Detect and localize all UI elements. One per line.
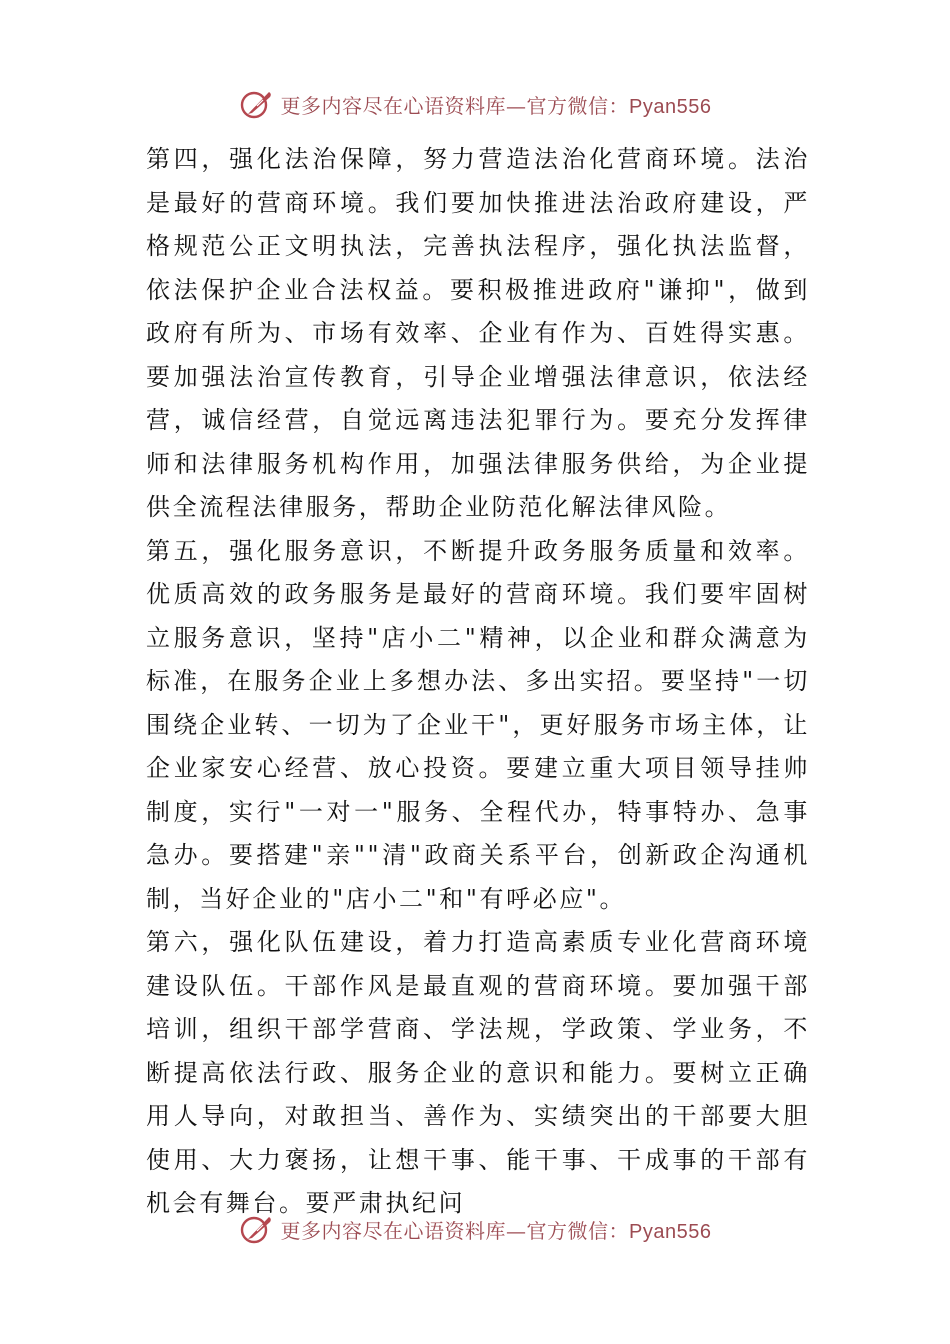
quill-pen-circle-icon [239,86,275,122]
footer-banner-text: 更多内容尽在心语资料库—官方微信：Pyan556 [280,1218,712,1243]
paragraph-sixth: 第六，强化队伍建设，着力打造高素质专业化营商环境建设队伍。干部作风是最直观的营商环境。要加强干部培训，组织干部学营商、学法规，学政策、学业务，不断提高依法行政、服务企业的意识和能力。要树立正确用人导向，对敢担当、善作为、实绩突出的干部要大胆使用、大力褒扬，让想干事、能干事、干成事的干部有机会有舞台。要严肃执纪问 [146,928,810,1217]
header-banner-text: 更多内容尽在心语资料库—官方微信：Pyan556 [280,93,712,118]
header-wechat-id: Pyan556 [629,95,712,118]
footer-wechat-id: Pyan556 [629,1220,712,1243]
paragraph-fifth: 第五，强化服务意识，不断提升政务服务质量和效率。优质高效的政务服务是最好的营商环境。我们要牢固树立服务意识，坚持"店小二"精神，以企业和群众满意为标准，在服务企业上多想办法、多出实招。要坚持"一切围绕企业转、一切为了企业干"，更好服务市场主体，让企业家安心经营、放心投资。要建立重大项目领导挂帅制度，实行"一对一"服务、全程代办，特事特办、急事急办。要搭建"亲""清"政商关系平台，创新政企沟通机制，当好企业的"店小二"和"有呼必应"。 [146,536,810,913]
document-body [146,138,810,1226]
footer-banner [0,1209,950,1249]
header-banner [0,84,950,124]
quill-pen-circle-icon [239,1211,275,1247]
paragraph-fourth: 第四，强化法治保障，努力营造法治化营商环境。法治是最好的营商环境。我们要加快推进法治政府建设，严格规范公正文明执法，完善执法程序，强化执法监督，依法保护企业合法权益。要积极推进政府"谦抑"，做到政府有所为、市场有效率、企业有作为、百姓得实惠。要加强法治宣传教育，引导企业增强法律意识，依法经营，诚信经营，自觉远离违法犯罪行为。要充分发挥律师和法律服务机构作用，加强法律服务供给，为企业提供全流程法律服务，帮助企业防范化解法律风险。 [146,145,810,521]
